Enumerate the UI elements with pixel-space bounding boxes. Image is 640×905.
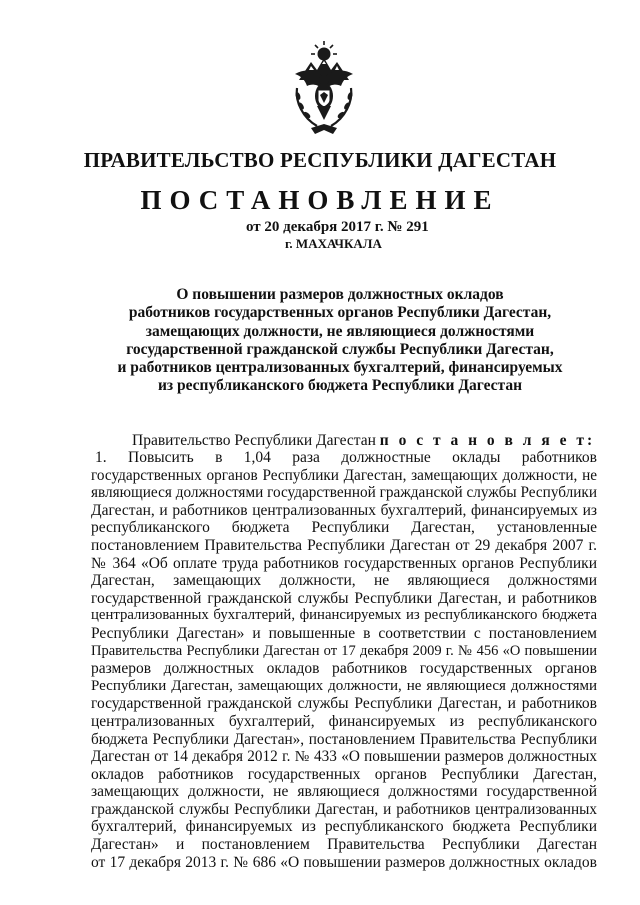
body-line: централизованных бухгалтерий, финансируемых из республиканского бюджета [91, 607, 597, 624]
title-line: О повышении размеров должностных окладов [176, 286, 504, 303]
title-line: работников государственных органов Республики Дагестан, [128, 304, 552, 322]
body-line: гражданской службы Республики Дагестан, и работников централизованных [91, 800, 597, 818]
body-line: являющиеся должностями государственной гражданской службы Республики [91, 484, 597, 502]
title-line: замещающих должности, не являющиеся должностями [145, 322, 535, 340]
body-line: бухгалтерий, финансируемых из республиканского бюджета Республики [91, 818, 597, 836]
body-line: 1. Повысить в 1,04 раза должностные оклады работников [95, 449, 597, 466]
body-line: государственной гражданской службы Республики Дагестан, и работников [91, 589, 597, 607]
body-line: государственных органов Республики Дагестан, замещающих должности, не [91, 466, 597, 484]
body-line: Правительства Республики Дагестан от 17 декабря 2009 г. № 456 «О повышении [91, 642, 597, 659]
government-name: ПРАВИТЕЛЬСТВО РЕСПУБЛИКИ ДАГЕСТАН [83, 148, 557, 172]
body-line: Дагестан, замещающих должности, не являющиеся должностями [91, 572, 597, 590]
body-line: № 364 «Об оплате труда работников государственных органов Республики [91, 554, 597, 572]
body-line: от 17 декабря 2013 г. № 686 «О повышении размеров должностных окладов [91, 853, 597, 871]
body-line: республиканского бюджета Республики Дагестан, установленные [91, 519, 597, 537]
coat-of-arms-dagestan-icon [287, 40, 361, 140]
title-line: государственной гражданской службы Республики Дагестан, [126, 340, 554, 358]
body-line: централизованных бухгалтерий, финансируемых из республиканского [91, 712, 597, 730]
intro-text: Правительство Республики Дагестан [132, 432, 376, 449]
body-line: Дагестан, и работников централизованных бухгалтерий, финансируемых из [91, 501, 597, 519]
body-line: окладов работников государственных органов Республики Дагестан, [91, 765, 597, 783]
body-line: Республики Дагестан» и повышенные в соответствии с постановлением [91, 624, 597, 642]
body-line: постановлением Правительства Республики Дагестан от 29 декабря 2007 г. [91, 536, 597, 554]
decree-city: г. МАХАЧКАЛА [285, 236, 382, 251]
body-line: Дагестан от 14 декабря 2012 г. № 433 «О повышении размеров должностных [91, 748, 597, 766]
document-type-heading: ПОСТАНОВЛЕНИЕ [140, 185, 500, 215]
title-line: и работников централизованных бухгалтерий, финансируемых [117, 359, 563, 377]
title-line: из республиканского бюджета Республики Дагестан [157, 377, 523, 395]
body-line: размеров должностных окладов работников государственных органов [91, 660, 597, 678]
body-line: бюджета Республики Дагестан», постановлением Правительства Республики [91, 730, 597, 748]
body-line: государственной гражданской службы Республики Дагестан, и работников [91, 695, 597, 713]
body-line: замещающих должности, не являющиеся должностями государственной [91, 783, 597, 801]
decree-body [91, 449, 597, 871]
intro-paragraph [132, 432, 595, 450]
body-line: Дагестан» и постановлением Правительства Республики Дагестан [91, 836, 597, 854]
decree-date-number: от 20 декабря 2017 г. № 291 [246, 219, 429, 235]
body-line: Республики Дагестан, замещающих должности, не являющиеся должностями [91, 677, 597, 694]
intro-verb: п о с т а н о в л я е т: [379, 432, 596, 449]
decree-title [70, 286, 610, 396]
